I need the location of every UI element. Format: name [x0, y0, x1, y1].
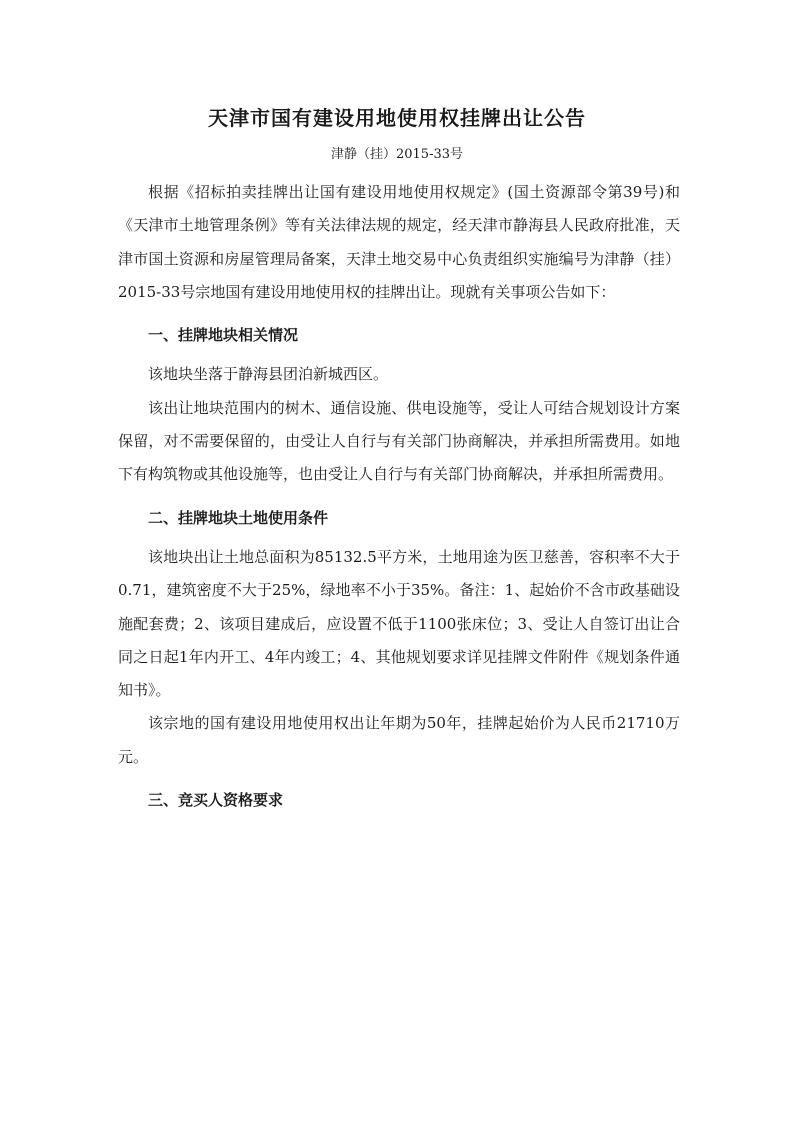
document-number: 津静（挂）2015-33号 — [330, 147, 464, 162]
section-2-paragraph-2: 该宗地的国有建设用地使用权出让年期为50年，挂牌起始价为人民币21710万元。 — [118, 714, 680, 766]
intro-paragraph: 根据《招标拍卖挂牌出让国有建设用地使用权规定》(国土资源部令第39号)和《天津市土地管理条例》等有关法律法规的规定，经天津市静海县人民政府批准，天津市国土资源和房屋管理局备案，天津土地交易中心负责组织实施编号为津静（挂）2015-33号宗地国有建设用地使用权的挂牌出让。现就有关事项公告如下： — [118, 183, 680, 301]
section-1-paragraph-1: 该地块坐落于静海县团泊新城西区。 — [148, 365, 389, 384]
section-1-heading: 一、挂牌地块相关情况 — [148, 326, 299, 345]
section-1-paragraph-2: 该出让地块范围内的树木、通信设施、供电设施等，受让人可结合规划设计方案保留，对不需要保留的，由受让人自行与有关部门协商解决，并承担所需费用。如地下有构筑物或其他设施等，也由受让人自行与有关部门协商解决，并承担所需费用。 — [118, 398, 680, 484]
section-2-heading: 二、挂牌地块土地使用条件 — [148, 508, 329, 527]
document-title: 天津市国有建设用地使用权挂牌出让公告 — [208, 106, 586, 130]
document-body — [118, 176, 680, 823]
section-2-paragraph-1: 该地块出让土地总面积为85132.5平方米，土地用途为医卫慈善，容积率不大于0.71，建筑密度不大于25%，绿地率不小于35%。备注：1、起始价不含市政基础设施配套费；2、该项目建成后，应设置不低于1100张床位；3、受让人自签订出让合同之日起1年内开工、4年内竣工；4、其他规划要求详见挂牌文件附件《规划条件通知书》。 — [118, 547, 680, 700]
section-3-heading: 三、竞买人资格要求 — [148, 791, 284, 810]
